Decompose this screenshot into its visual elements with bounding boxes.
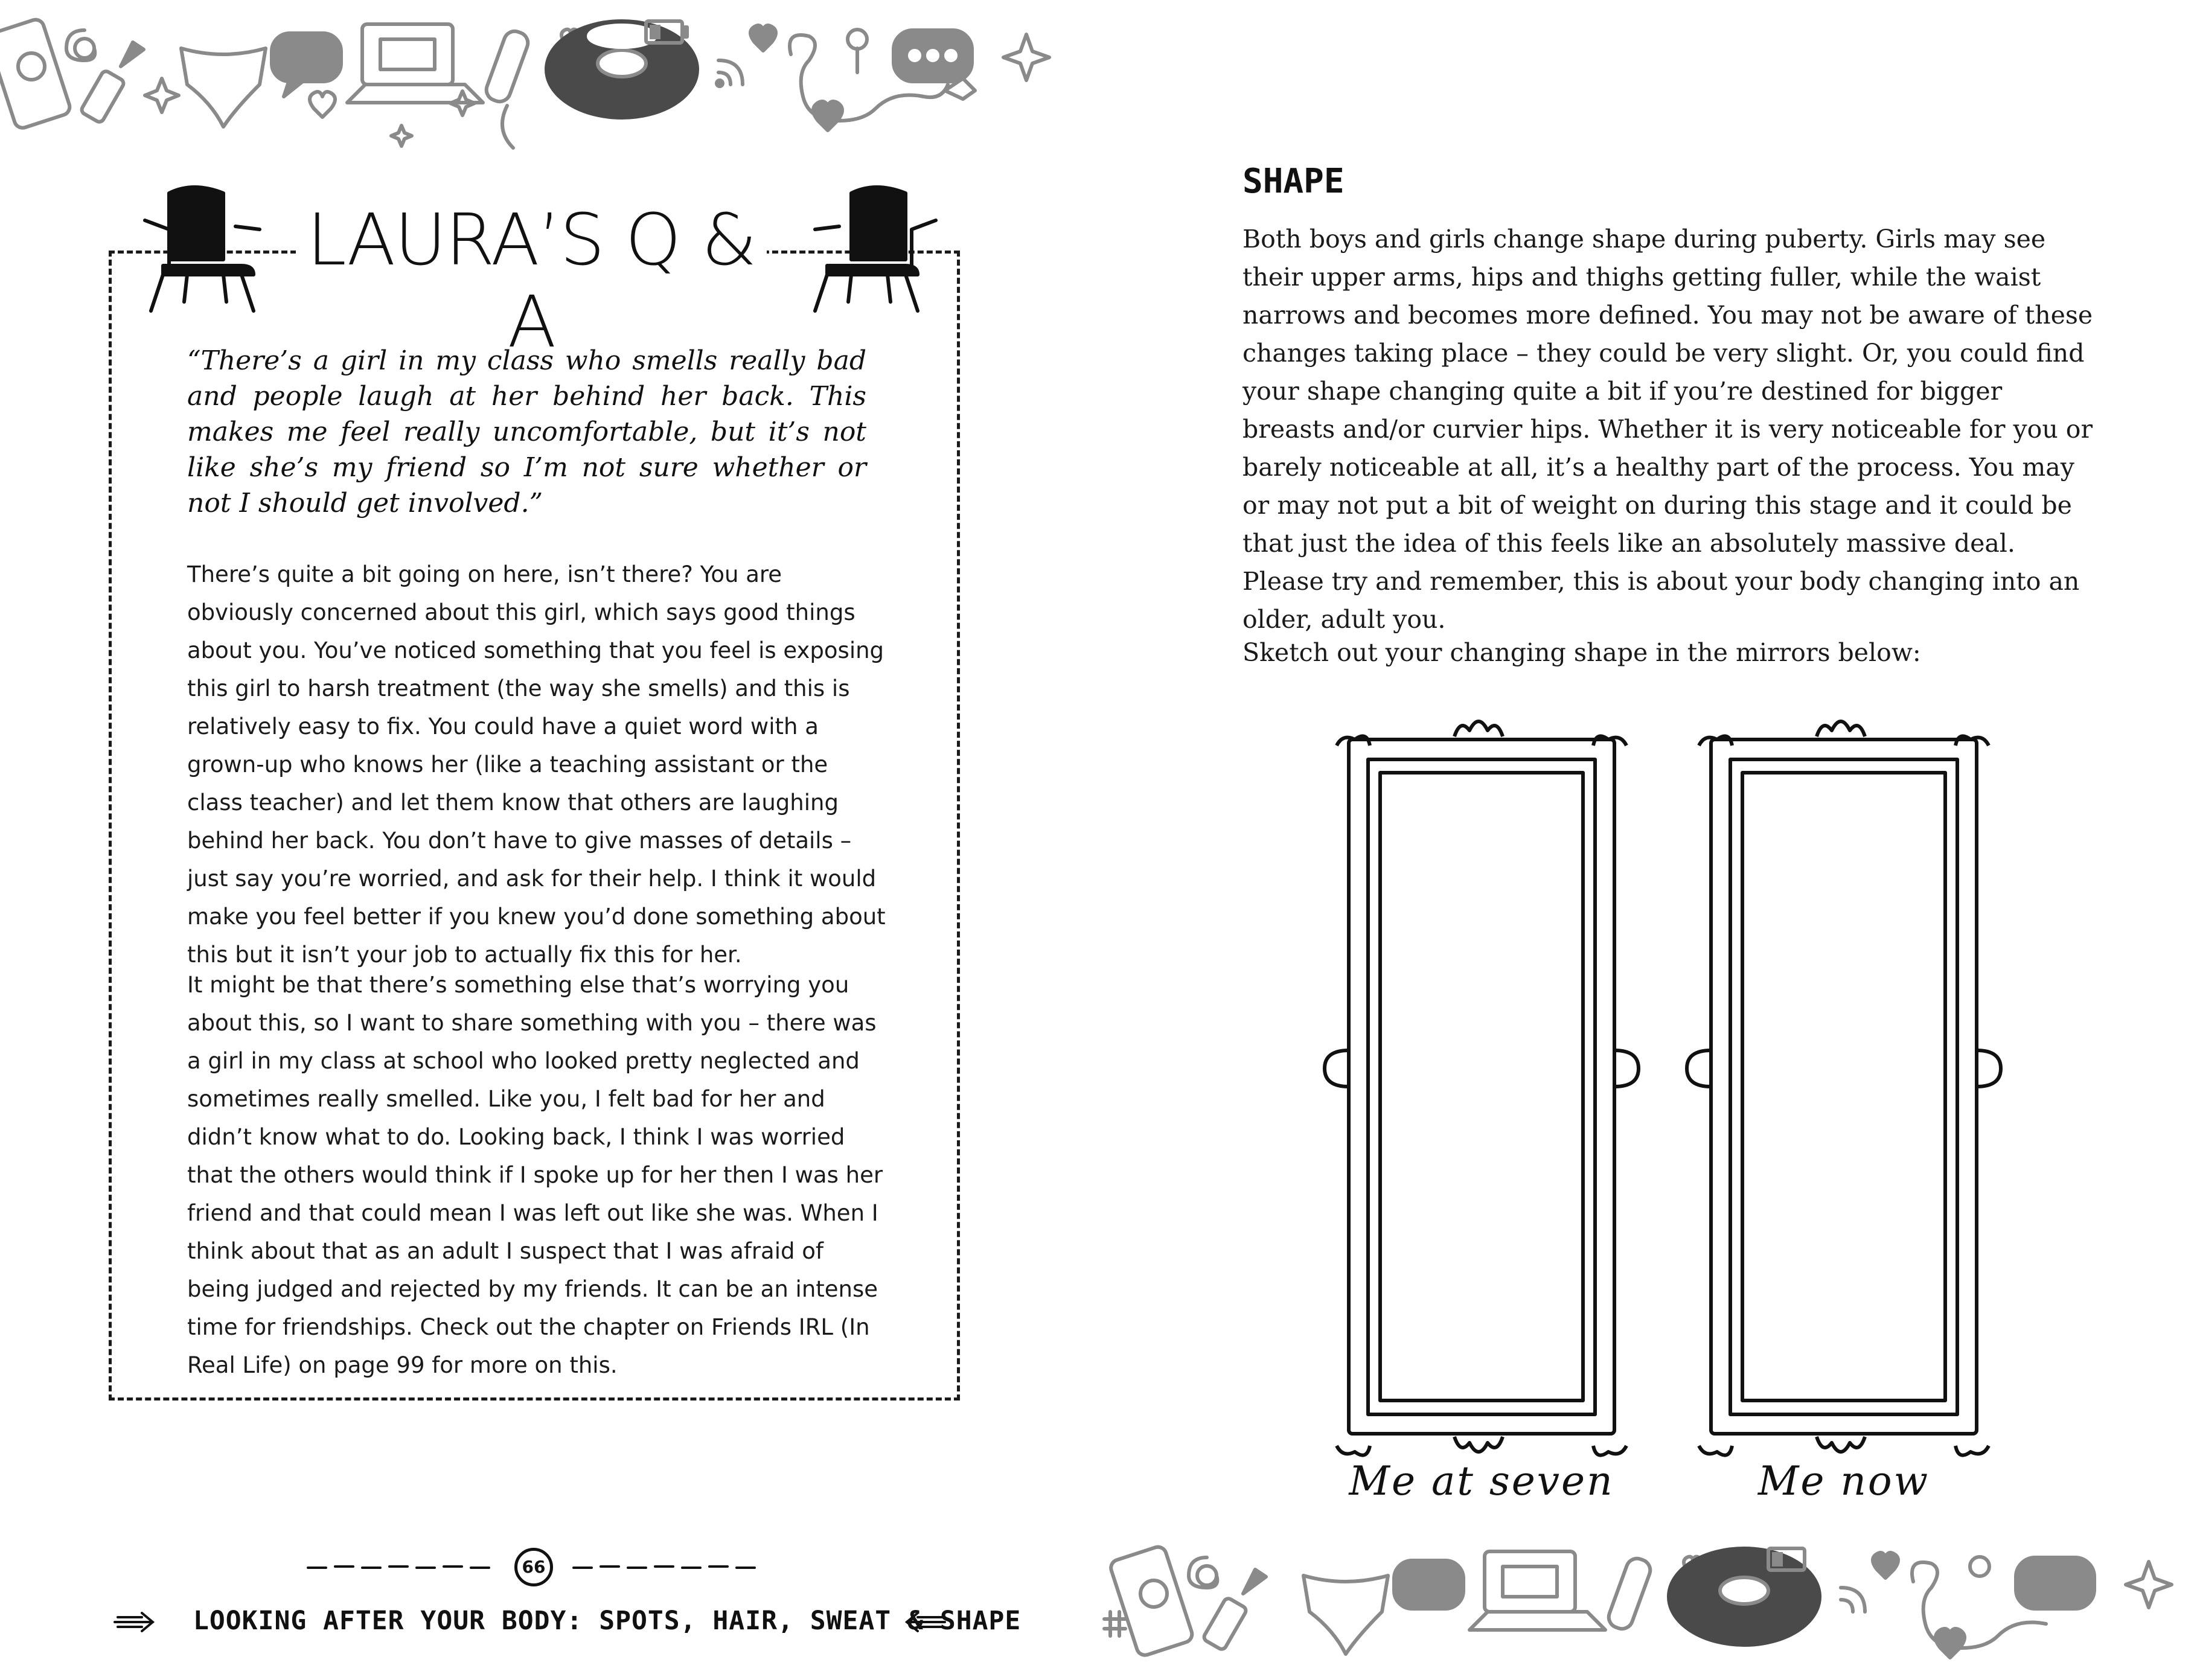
sparkle-icon [391,126,412,146]
arrow-right-icon [112,1607,160,1637]
laptop-icon [1469,1551,1605,1630]
tampon-icon [484,28,531,148]
mirror-frame-icon [1313,712,1651,1461]
tampon-icon [1606,1556,1654,1632]
mirror-label: Me at seven [1349,1458,1614,1504]
running-head: LOOKING AFTER YOUR BODY: SPOTS, HAIR, SWEAT & SHAPE [193,1606,1022,1636]
page-number: 66 [514,1548,553,1586]
speech-bubble-icon [894,30,972,81]
speech-bubble-icon [2016,1557,2094,1609]
answer-paragraph: It might be that there’s something else that’s worrying you about this, so I want to share something with you – there was a girl in my class at school who looked pretty neglected and sometimes really smelled. Like you, I felt bad for her and didn’t know what to do. Looking back, I think I was worried that the others would think if I spoke up for her then I was her friend and that could mean I was left out like she was. When I think about that as an adult I suspect that I was afraid of being judged and rejected by my friends. It can be an intense time for friendships. Check out the chapter on Friends IRL (In Real Life) on page 99 for more on this. [187,972,883,1378]
at-sign-icon [1189,1557,1217,1588]
sparkle-icon [145,78,179,112]
underwear-icon [181,48,266,127]
heart-icon [1873,1553,1898,1578]
section-body: Both boys and girls change shape during puberty. Girls may see their upper arms, hips and thighs getting fuller, while the waist narrows and becomes more defined. You may not be aware of these changes taking place – they could be very slight. Or, you could find your shape changing quite a bit if you’re destined for bigger breasts and/or curvier hips. Whether it is very noticeable for you or barely noticeable at all, it’s a healthy part of the process. You may or may not put a bit of weight on during this stage and it could be that just the idea of this feels like an absolutely massive deal. Please try and remember, this is about your body changing into an older, adult you. [1242,225,2093,634]
armchair-icon [803,175,942,314]
donut-icon [1669,1548,1820,1645]
heart-icon [813,101,842,130]
sparkle-icon [2126,1562,2172,1608]
wifi-icon [1841,1588,1865,1612]
phone-icon [0,18,72,130]
heart-icon [750,25,776,51]
mirror-label: Me now [1757,1458,1930,1504]
section-heading: SHAPE [1242,162,1345,201]
heart-icon [310,92,335,117]
wifi-icon [717,60,743,86]
at-sign-icon [66,30,95,60]
heart-icon [1936,1629,1965,1658]
donut-icon [546,21,697,118]
top-doodle-band [0,0,1098,151]
right-page [1098,0,2197,1680]
speech-bubble-icon [272,33,341,97]
reader-question: “There’s a girl in my class who smells really bad and people laugh at her behind her back. This makes me feel really uncomfortable, but it’s not like she’s my friend so I’m not sure whether or not I should get involved.” [187,345,866,519]
left-page [0,0,1098,1680]
armchair-icon [139,175,278,314]
bottom-doodle-band [1098,1521,2197,1680]
hashtag-icon [1104,1612,1125,1636]
qa-header [133,175,918,363]
sketch-prompt: Sketch out your changing shape in the mirrors below: [1242,638,1921,667]
underwear-icon [1303,1576,1388,1654]
arrow-left-icon [900,1607,948,1637]
speech-bubble-icon [1394,1560,1463,1609]
qa-title: LAURA’S Q & A [296,199,767,363]
answer-paragraph: There’s quite a bit going on here, isn’t there? You are obviously concerned about this girl, which says good things about you. You’ve noticed something that you feel is exposing this girl to harsh treatment (the way she smells) and this is relatively easy to fix. You could have a quiet word with a grown-up who knows her (like a teaching assistant or the class teacher) and let them know that others are laughing behind her back. You don’t have to give masses of details – just say you’re worried, and ask for their help. I think it would make you feel better if you knew you’d done something about this but it isn’t your job to actually fix this for her. [187,561,886,968]
mirror-frame-icon [1675,712,2013,1461]
sparkle-icon [1003,34,1049,80]
phone-icon [1109,1545,1194,1657]
